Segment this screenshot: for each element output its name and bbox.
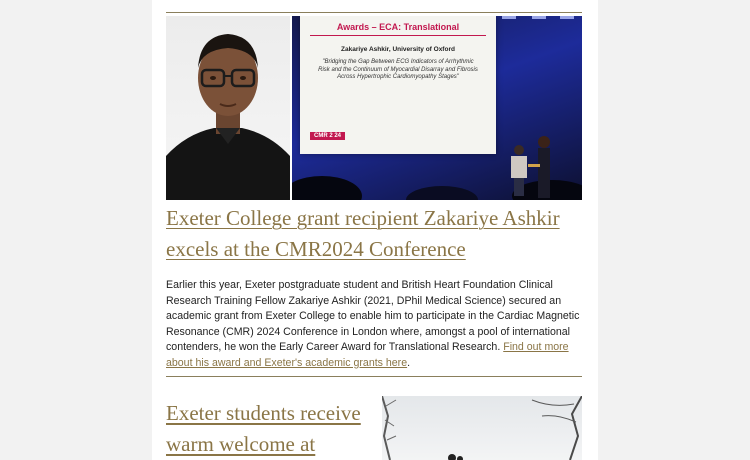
second-article-headline-link[interactable]: Exeter students receive warm welcome at — [166, 401, 361, 456]
snow-scene-photo — [382, 396, 582, 460]
article-body — [166, 278, 586, 371]
cmr-logo: CMR 2 24 — [310, 132, 345, 140]
article-body-text: Earlier this year, Exeter postgraduate student and British Heart Foundation Clinical Research Training Fellow Zakariye Ashkir (2021, DPhil Medical Science) secured an academic grant from Exeter College to enable him to participate in the Cardiac Magnetic Resonance (CMR) 2024 Conference in London where, amongst a pool of international contenders, he won the Early Career Award for Translational Research. — [166, 279, 580, 353]
newsletter-page — [152, 0, 598, 460]
top-divider — [166, 12, 582, 13]
slide-author: Zakariye Ashkir, University of Oxford — [341, 46, 455, 53]
audience-silhouettes — [292, 16, 582, 200]
slide-title: Awards – ECA: Translational — [336, 22, 460, 32]
section-divider — [166, 376, 582, 377]
award-stage-photo — [292, 16, 582, 200]
body-end-punctuation: . — [407, 356, 411, 369]
portrait-photo — [166, 16, 290, 200]
slide-abstract: "Bridging the Gap Between ECG Indicators of Arrhythmic Risk and the Continuum of Myocardial Disarray and Fibrosis Across Hypertrophic Cardiomyopathy Stages" — [318, 59, 478, 80]
article-headline-link[interactable]: Exeter College grant recipient Zakariye Ashkir excels at the CMR2024 Conference — [166, 206, 560, 261]
find-out-more-link[interactable]: Find out more about his award and Exeter's academic grants here — [166, 341, 569, 369]
